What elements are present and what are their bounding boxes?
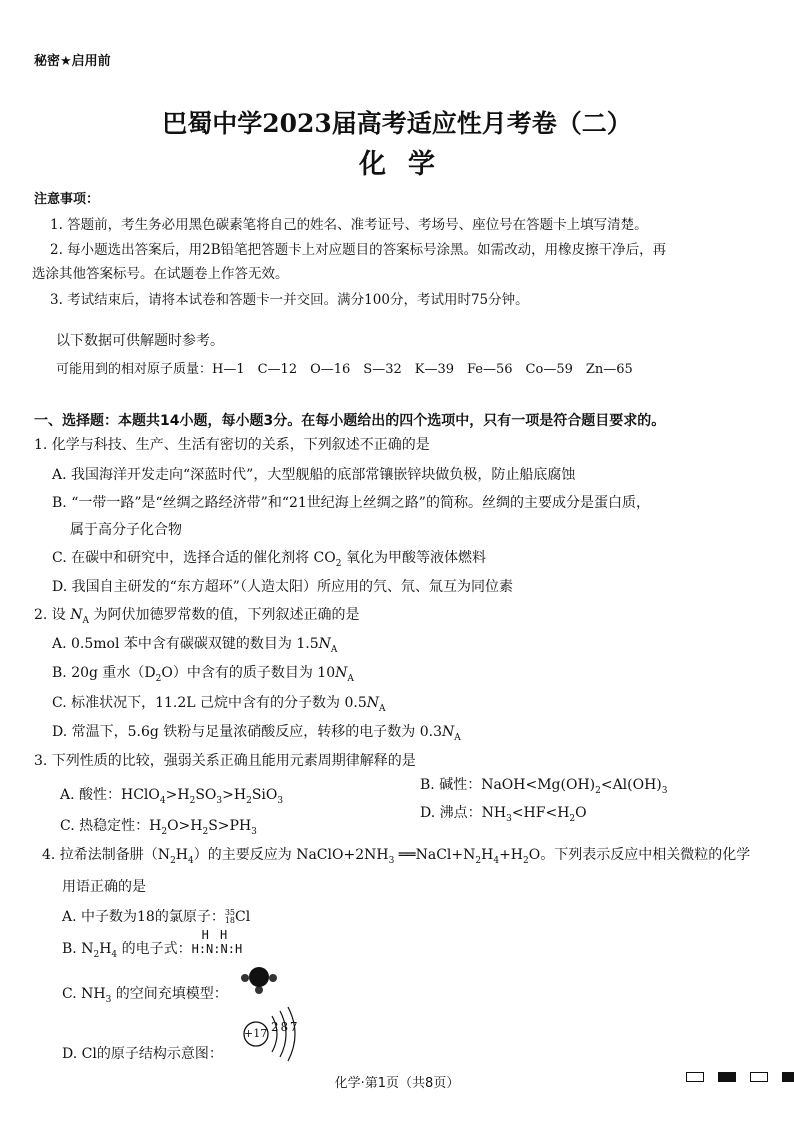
q4-option-b: B. $N_2H_4$ 的电子式： H H H:N:N:H [62, 928, 243, 960]
q4-option-d: D. Cl的原子结构示意图： [62, 1046, 223, 1062]
exam-title: 巴蜀中学2023届高考适应性月考卷（二） [162, 109, 632, 138]
q2-option-b: B. 20g 重水$(D_2O)$中含有的质子数目为 $10N_A$ [52, 665, 354, 684]
notice-heading: 注意事项： [34, 192, 100, 207]
atomic-mass-list: 可能用到的相对原子质量：H—1 C—12 O—16 S—32 K—39 Fe—56 Co—59 Zn—65 [56, 362, 633, 377]
q2-option-a: A. 0.5mol 苯中含有碳碳双键的数目为 $1.5N_A$ [52, 636, 338, 655]
q1-option-c: C. 在碳中和研究中，选择合适的催化剂将 $CO_2$ 氧化为甲酸等液体燃料 [52, 550, 486, 569]
q4-option-a: A. 中子数为18的氯原子：35 18Cl [62, 908, 251, 925]
q3-option-b: B. 碱性：$NaOH<Mg(OH)_2<Al(OH)_3$ [420, 777, 668, 796]
nucleus-charge: +17 [244, 1027, 268, 1040]
mark-filled-icon [718, 1072, 736, 1082]
q1-option-b-cont: 属于高分子化合物 [70, 522, 182, 538]
q2-option-d: D. 常温下，5.6g 铁粉与足量浓硝酸反应，转移的电子数为 $0.3N_A$ [52, 724, 461, 743]
mark-empty-icon [750, 1072, 768, 1082]
shell-electrons: 2 8 7 [271, 1020, 297, 1034]
q1-option-a: A. 我国海洋开发走向“深蓝时代”，大型舰船的底部常镶嵌锌块做负极，防止船底腐蚀 [52, 467, 576, 483]
mark-filled-icon [782, 1072, 794, 1082]
reference-intro: 以下数据可供解题时参考。 [56, 333, 224, 349]
mark-empty-icon [686, 1072, 704, 1082]
q2-option-c: C. 标准状况下，11.2L 己烷中含有的分子数为 $0.5N_A$ [52, 695, 386, 714]
q1-option-d: D. 我国自主研发的“东方超环”（人造太阳）所应用的氕、氘、氚互为同位素 [52, 579, 513, 595]
nh3-space-filling-model-icon [238, 963, 280, 997]
confidential-label: 秘密★启用前 [34, 54, 111, 69]
q3-option-a: A. 酸性：$HClO_4>H_2SO_3>H_2SiO_3$ [60, 787, 284, 806]
electron-formula: H:N:N:H [191, 942, 243, 956]
notice-2: 2. 每小题选出答案后，用2B铅笔把答题卡上对应题目的答案标号涂黑。如需改动，用橡皮擦干净后，再 [50, 242, 667, 258]
section-heading: 一、选择题：本题共14小题，每小题3分。在每小题给出的四个选项中，只有一项是符合题目要求的。 [34, 413, 666, 429]
q2-stem: 2. 设 $N_A$ 为阿伏加德罗常数的值，下列叙述正确的是 [34, 607, 360, 626]
q4-stem-cont: 用语正确的是 [62, 879, 146, 895]
q3-option-d: D. 沸点：$NH_3<HF<H_2O$ [420, 805, 587, 824]
notice-2-cont: 选涂其他答案标号。在试题卷上作答无效。 [32, 266, 289, 282]
q1-stem: 1. 化学与科技、生产、生活有密切的关系，下列叙述不正确的是 [34, 437, 430, 453]
subject-title: 化学 [359, 149, 457, 180]
q1-option-b: B. “一带一路”是“丝绸之路经济带”和“21世纪海上丝绸之路”的简称。丝绸的主要成分是蛋白质， [52, 495, 650, 511]
electron-formula-top-h: H H [201, 928, 230, 942]
notice-3: 3. 考试结束后，请将本试卷和答题卡一并交回。满分100分，考试用时75分钟。 [50, 292, 529, 308]
q3-option-c: C. 热稳定性：$H_2O>H_2S>PH_3$ [60, 818, 257, 837]
q4-stem: 4. 拉希法制备肼$(N_2H_4)$的主要反应为 $NaClO+2NH_3$ $══NaCl+N_2H_4+H_2O$。下列表示反应中相关微粒的化学 [42, 847, 751, 866]
notice-1: 1. 答题前，考生务必用黑色碳素笔将自己的姓名、准考证号、考场号、座位号在答题卡上填写清楚。 [50, 217, 648, 233]
cl-atomic-structure-diagram [242, 1004, 312, 1064]
footer-marks [686, 1072, 794, 1082]
q3-stem: 3. 下列性质的比较，强弱关系正确且能用元素周期律解释的是 [34, 753, 416, 769]
q4-option-c: C. $NH_3$ 的空间充填模型： [62, 986, 228, 1005]
page-footer: 化学·第1页（共8页） [334, 1076, 460, 1091]
